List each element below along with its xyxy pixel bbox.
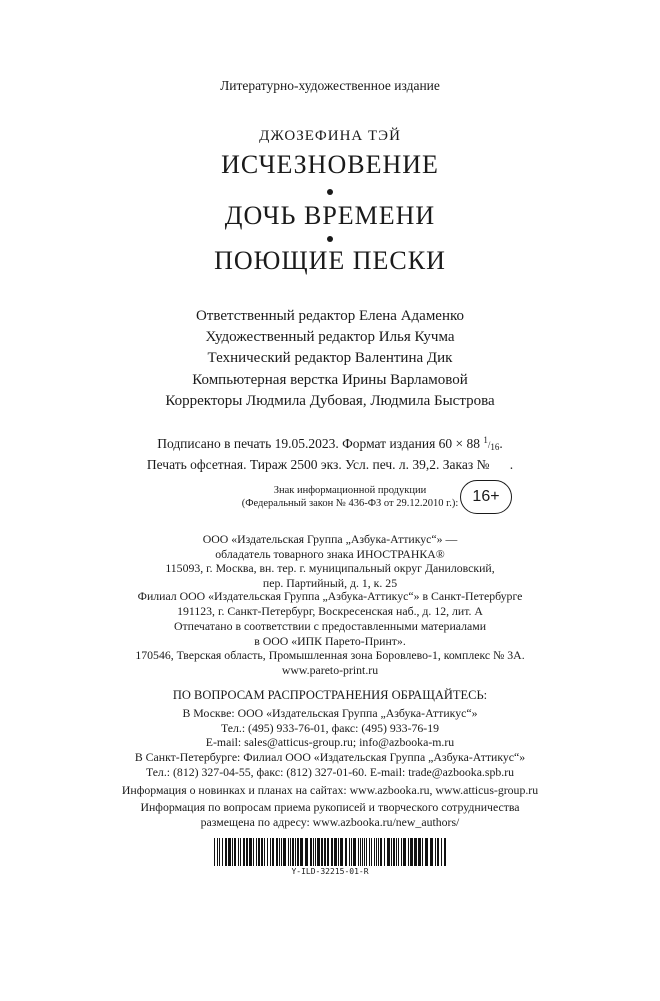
- moscow-contacts: [0, 706, 660, 750]
- spb-line: Тел.: (812) 327-04-55, факс: (812) 327-01-60. E-mail: trade@azbooka.spb.ru: [145, 764, 515, 779]
- credit-line: Ответственный редактор Елена Адаменко: [195, 308, 465, 324]
- publisher-line: пер. Партийный, д. 1, к. 25: [262, 575, 398, 590]
- print-line-2: Печать офсетная. Тираж 2500 экз. Усл. печ. л. 39,2. Заказ № .: [146, 457, 514, 472]
- info-sign-line: (Федеральный закон № 436-ФЗ от 29.12.2010 г.):: [241, 498, 459, 509]
- publisher-line: обладатель товарного знака ИНОСТРАНКА®: [215, 546, 445, 561]
- edition-type: Литературно-художественное издание: [220, 78, 440, 93]
- printing-block: [0, 619, 660, 677]
- credit-line: Корректоры Людмила Дубовая, Людмила Быстрова: [165, 392, 495, 409]
- credits-block: [0, 306, 660, 412]
- branch-line: 191123, г. Санкт-Петербург, Воскресенская наб., д. 12, лит. А: [177, 603, 483, 618]
- spb-line: В Санкт-Петербурге: Филиал ООО «Издательская Группа „Азбука-Аттикус“»: [134, 750, 526, 764]
- info-sign-line: Знак информационной продукции: [273, 485, 427, 496]
- print-line-2-text: Печать офсетная. Тираж 2500 экз. Усл. печ. л. 39,2. Заказ №: [146, 457, 490, 472]
- manuscripts-line: размещена по адресу: www.azbooka.ru/new_authors/: [200, 814, 460, 829]
- printing-line: в ООО «ИПК Парето-Принт».: [254, 633, 406, 648]
- moscow-line: В Москве: ООО «Издательская Группа „Азбука-Аттикус“»: [182, 706, 478, 720]
- manuscripts-info: [0, 800, 660, 829]
- printing-line: Отпечатано в соответствии с предоставленными материалами: [173, 619, 487, 633]
- manuscripts-line: Информация по вопросам приема рукописей и творческого сотрудничества: [140, 800, 520, 814]
- title-1: ИСЧЕЗНОВЕНИЕ: [221, 150, 439, 179]
- author-name: ДЖОЗЕФИНА ТЭЙ: [259, 128, 401, 144]
- publisher-block: [0, 532, 660, 590]
- bullet-dot-icon: [327, 236, 333, 242]
- credit-line: Технический редактор Валентина Дик: [207, 350, 453, 367]
- publisher-line: ООО «Издательская Группа „Азбука-Аттикус“» —: [202, 532, 458, 546]
- print-line-1: Подписано в печать 19.05.2023. Формат издания 60 × 88 1/16.: [157, 435, 503, 452]
- age-rating-badge: 16+: [460, 480, 512, 514]
- barcode-icon: [214, 838, 446, 866]
- moscow-line: E-mail: sales@atticus-group.ru; info@azbooka-m.ru: [205, 735, 455, 749]
- printing-line: 170546, Тверская область, Промышленная зона Боровлево-1, комплекс № 3А.: [135, 648, 525, 662]
- credit-line: Художественный редактор Илья Кучма: [205, 329, 455, 346]
- news-info: Информация о новинках и планах на сайтах: www.azbooka.ru, www.atticus-group.ru: [121, 783, 539, 797]
- fraction-denominator: 16: [490, 442, 500, 452]
- credit-line: Компьютерная верстка Ирины Варламовой: [192, 371, 468, 388]
- title-3: ПОЮЩИЕ ПЕСКИ: [214, 246, 446, 275]
- bullet-dot-icon: [327, 189, 333, 195]
- format-text: Подписано в печать 19.05.2023. Формат издания 60 × 88: [157, 436, 481, 451]
- format-fraction: 1/16: [483, 435, 500, 452]
- fraction-numerator: 1: [483, 435, 488, 445]
- title-2: ДОЧЬ ВРЕМЕНИ: [224, 201, 436, 230]
- publisher-line: 115093, г. Москва, вн. тер. г. муниципальный округ Даниловский,: [165, 561, 495, 575]
- barcode-text: Y-ILD-32215-01-R: [291, 867, 369, 876]
- branch-line: Филиал ООО «Издательская Группа „Азбука-Аттикус“» в Санкт-Петербурге: [137, 589, 523, 603]
- spb-contacts: [0, 750, 660, 779]
- moscow-line: Тел.: (495) 933-76-01, факс: (495) 933-76-19: [220, 720, 440, 735]
- branch-block: [0, 589, 660, 618]
- print-details: [0, 434, 660, 474]
- info-sign-text: [240, 484, 460, 510]
- printing-website: www.pareto-print.ru: [281, 662, 379, 677]
- distribution-header: ПО ВОПРОСАМ РАСПРОСТРАНЕНИЯ ОБРАЩАЙТЕСЬ:: [172, 688, 488, 702]
